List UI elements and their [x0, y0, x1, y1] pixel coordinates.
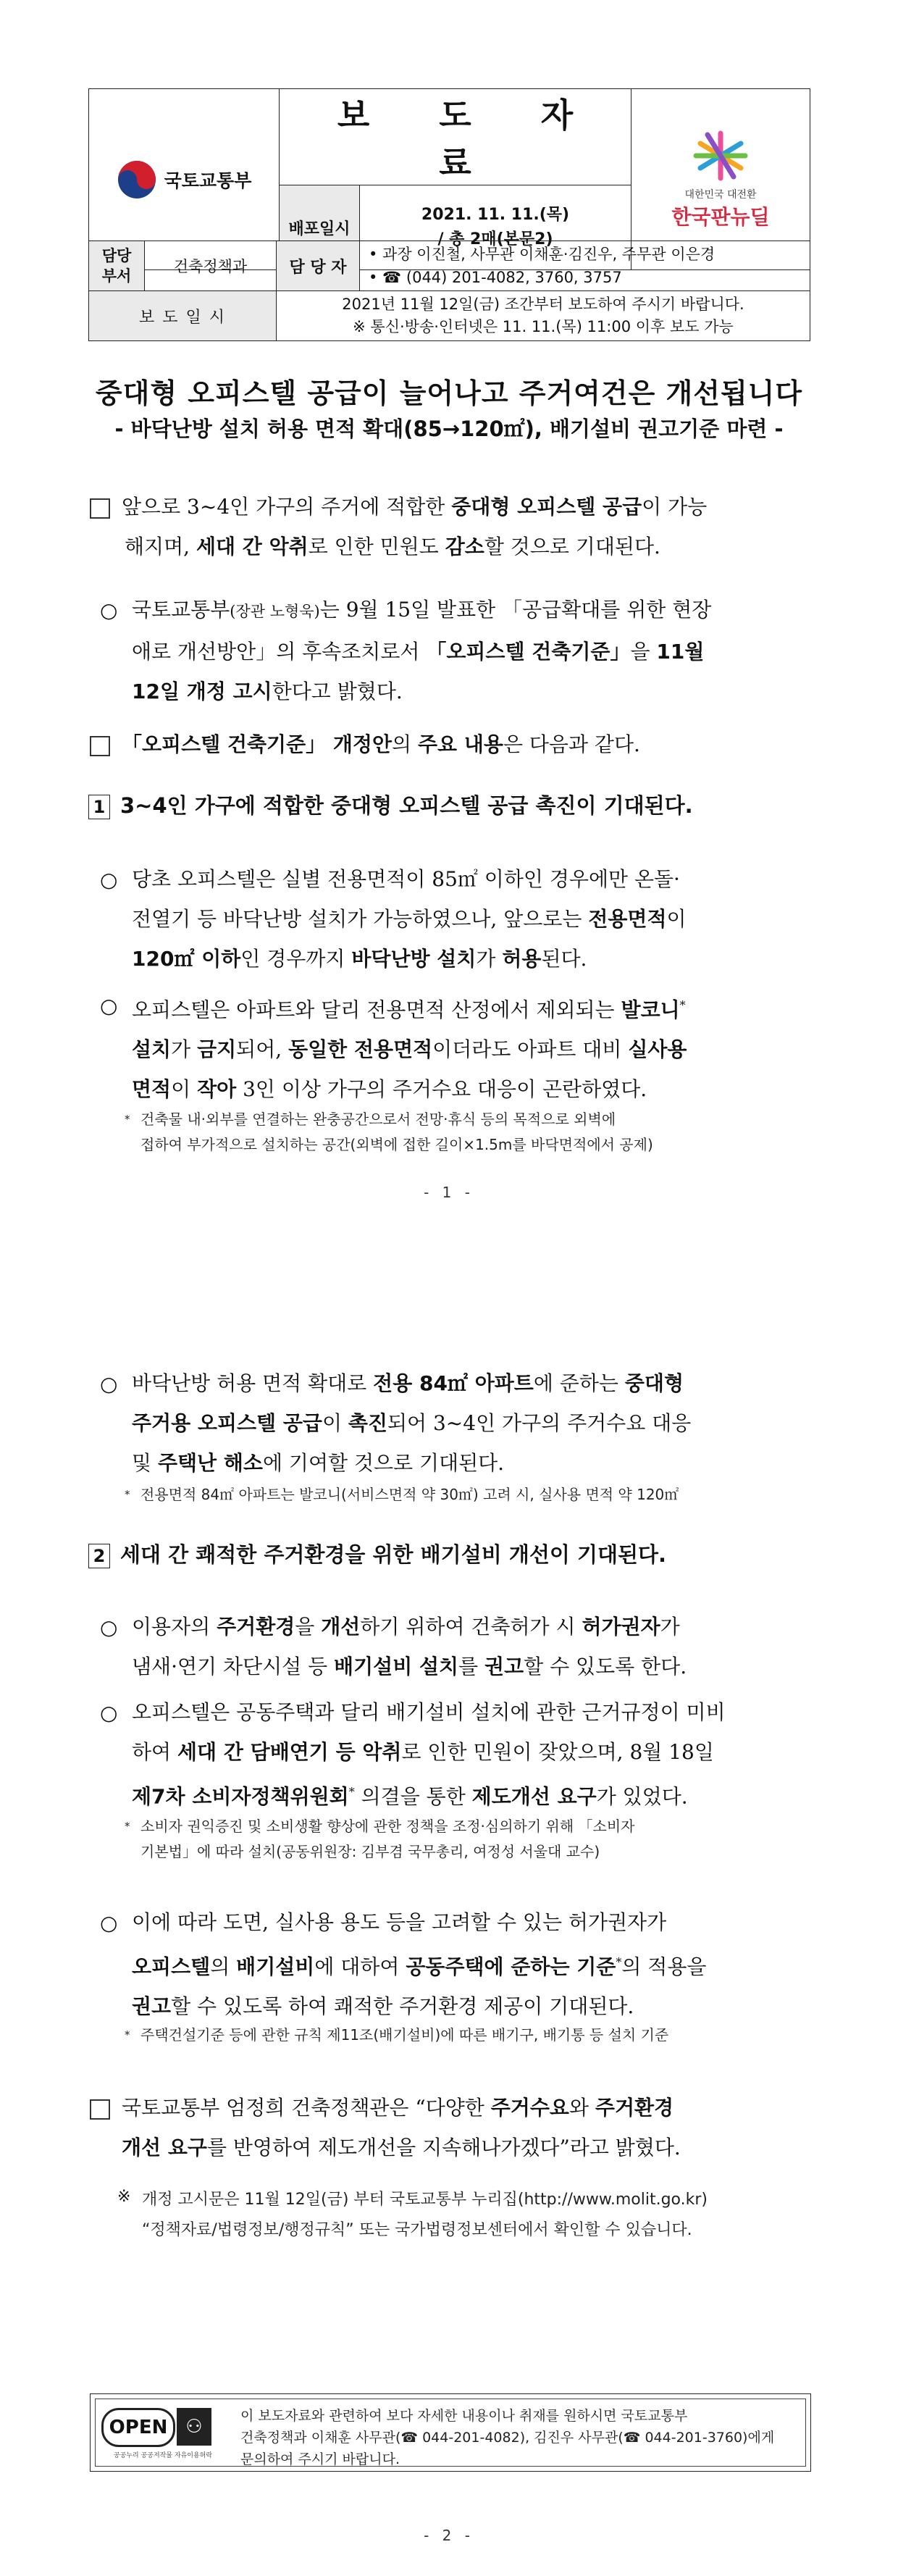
paragraph-10: 국토교통부 엄정희 건축정책관은 “다양한 주거수요와 주거환경 개선 요구를 반영하여 제도개선을 지속해나가겠다”라고 밝혔다. [122, 2096, 681, 2159]
ministry-name: 국토교통부 [164, 170, 252, 191]
section-number: 1 [88, 795, 110, 819]
sub-headline: - 바닥난방 설치 허용 면적 확대(85→120㎡), 배기설비 권고기준 마련 - [114, 417, 784, 441]
open-license-badge [101, 2405, 224, 2459]
open-label: OPEN [101, 2408, 175, 2447]
paragraph-7: 이용자의 주거환경을 개선하기 위하여 건축허가 시 허가권자가 냄새·연기 차단시설 등 배기설비 설치를 권고할 수 있도록 한다. [132, 1615, 687, 1678]
new-deal-star-icon [692, 129, 750, 183]
headline: 중대형 오피스텔 공급이 늘어나고 주거여건은 개선됩니다 [95, 377, 803, 409]
release-label: 배포일시 [280, 185, 360, 270]
paragraph-2: 국토교통부(장관 노형욱)는 9월 15일 발표한 「공급확대를 위한 현장 애로 개선방안」의 후속조치로서 「오피스텔 건축기준」을 11월 12일 개정 고시한다고 밝혔다. [132, 598, 712, 703]
contact-footer-box [90, 2393, 811, 2472]
contact-staff: • 과장 이진철, 사무관 이채훈·김진우, 주무관 이은경 [369, 246, 716, 263]
logo-big-text: 한국판뉴딜 [671, 204, 770, 229]
reference-note: 개정 고시문은 11월 12일(금) 부터 국토교통부 누리집(http://www.molit.go.kr) “정책자료/법령정보/행정규칙” 또는 국가법령정보센터에서 확인할 수 있습니다. [142, 2191, 708, 2239]
paragraph-8: 오피스텔은 공동주택과 달리 배기설비 설치에 관한 근거규정이 미비 하여 세대 간 담배연기 등 악취로 인한 민원이 잦았으며, 8월 18일 제7차 소비자정책위원회* 의결을 통한 제도개선 요구가 있었다. [132, 1700, 726, 1809]
dept-label: 담당 부서 [89, 241, 145, 291]
section-1-heading: 1 3~4인 가구에 적합한 중대형 오피스텔 공급 촉진이 기대된다. [88, 790, 693, 819]
square-bullet [90, 736, 110, 756]
square-bullet [90, 2099, 110, 2120]
circle-bullet: ○ [100, 598, 118, 622]
circle-bullet: ○ [100, 994, 118, 1018]
contact-table [88, 241, 810, 341]
circle-bullet: ○ [100, 1911, 118, 1935]
embargo-line-2: ※ 통신·방송·인터넷은 11. 11.(목) 11:00 이후 보도 가능 [353, 318, 734, 335]
paragraph-5: 오피스텔은 아파트와 달리 전용면적 산정에서 제외되는 발코니* 설치가 금지되어, 동일한 전용면적이더라도 아파트 대비 실사용 면적이 작아 3인 이상 가구의 주거수요 대응이 곤란하였다. [132, 998, 687, 1102]
page-count: / 총 2매(본문2) [437, 230, 553, 248]
doc-type-title: 보 도 자 료 [280, 89, 631, 185]
page-number-2: - 2 - [424, 2527, 474, 2544]
circle-bullet: ○ [100, 1615, 118, 1639]
circle-bullet: ○ [100, 1372, 118, 1396]
circle-bullet: ○ [100, 1701, 118, 1725]
paragraph-9: 이에 따라 도면, 실사용 용도 등을 고려할 수 있는 허가권자가 오피스텔의 배기설비에 대하여 공동주택에 준하는 기준*의 적용을 권고할 수 있도록 하여 쾌적한 주거환경 제공이 기대된다. [132, 1910, 707, 2019]
footnote-2: * 전용면적 84㎡ 아파트는 발코니(서비스면적 약 30㎡) 고려 시, 실사용 면적 약 120㎡ [125, 1486, 679, 1503]
paragraph-1: 앞으로 3~4인 가구의 주거에 적합한 중대형 오피스텔 공급이 가능 해지며, 세대 간 악취로 인한 민원도 감소할 것으로 기대된다. [122, 495, 708, 559]
footer-inner-border [95, 2399, 806, 2467]
footnote-1: * 건축물 내·외부를 연결하는 완충공간으로서 전망·휴식 등의 목적으로 외벽에 접하여 부가적으로 설치하는 공간(외벽에 접한 길이×1.5m를 바닥면적에서 공제) [125, 1111, 653, 1153]
paragraph-3: 「오피스텔 건축기준」 개정안의 주요 내용은 다음과 같다. [122, 732, 640, 756]
paragraph-6: 바닥난방 허용 면적 확대로 전용 84㎡ 아파트에 준하는 중대형 주거용 오피스텔 공급이 촉진되어 3~4인 가구의 주거수요 대응 및 주택난 해소에 기여할 것으로 기대된다. [132, 1371, 692, 1475]
contact-phone: • ☎ (044) 201-4082, 3760, 3757 [369, 269, 622, 286]
taegeuk-icon [117, 159, 157, 200]
release-date: 2021. 11. 11.(목) [421, 206, 570, 224]
square-bullet [90, 498, 110, 519]
section-number: 2 [88, 1544, 110, 1568]
circle-bullet: ○ [100, 868, 118, 892]
embargo-label: 보 도 일 시 [89, 291, 277, 341]
logo-small-text: 대한민국 대전환 [684, 188, 757, 201]
footer-contact-text: 이 보도자료와 관련하여 보다 자세한 내용이나 취재를 원하시면 국토교통부 건축정책과 이채훈 사무관(☎ 044-201-4082), 김진우 사무관(☎ 044-201-3760)에게 문의하여 주시기 바랍니다. [240, 2408, 775, 2467]
paragraph-4: 당초 오피스텔은 실별 전용면적이 85㎡ 이하인 경우에만 온돌· 전열기 등 바닥난방 설치가 가능하였으나, 앞으로는 전용면적이 120㎡ 이하인 경우까지 바닥난방 설치가 허용된다. [132, 867, 687, 971]
reference-mark: ※ [117, 2188, 131, 2206]
contact-values [360, 241, 810, 291]
footnote-3: * 소비자 권익증진 및 소비생활 향상에 관한 정책을 조정·심의하기 위해 「소비자 기본법」에 따라 설치(공동위원장: 김부겸 국무총리, 여정성 서울대 교수) [125, 1818, 635, 1860]
contact-label: 담 당 자 [277, 241, 360, 291]
page-number-1: - 1 - [424, 1184, 474, 1201]
open-sub-label: 공공누리 공공저작물 자유이용허락 [113, 2452, 213, 2459]
attribution-icon: ⚇ [177, 2408, 211, 2446]
embargo-values [277, 291, 810, 341]
embargo-line-1: 2021년 11월 12일(금) 조간부터 보도하여 주시기 바랍니다. [342, 296, 744, 313]
dept-value: 건축정책과 [145, 241, 277, 291]
footnote-4: * 주택건설기준 등에 관한 규칙 제11조(배기설비)에 따른 배기구, 배기통 등 설치 기준 [125, 2026, 669, 2044]
section-2-heading: 2 세대 간 쾌적한 주거환경을 위한 배기설비 개선이 기대된다. [88, 1539, 666, 1568]
